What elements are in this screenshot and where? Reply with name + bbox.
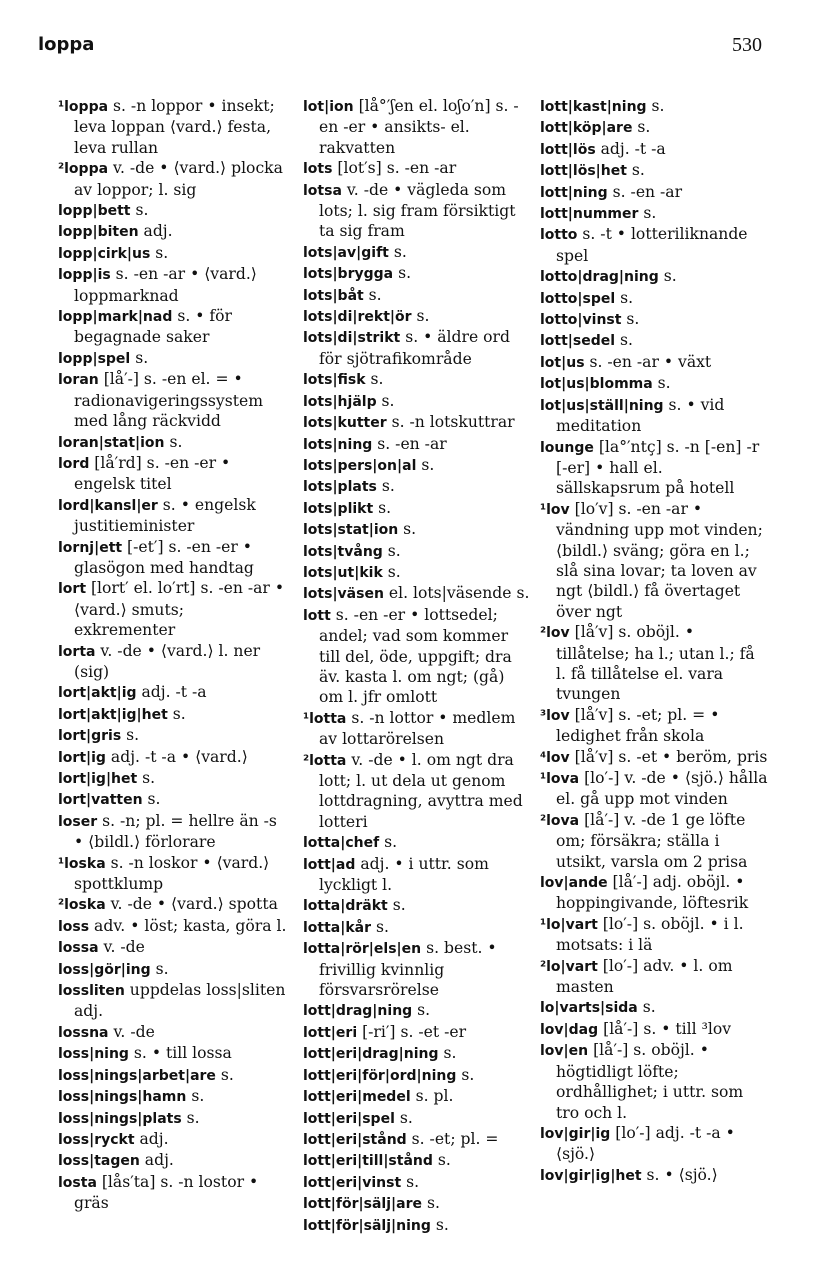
dictionary-entry: lotto|drag|ning s.	[540, 267, 677, 286]
dictionary-entry: lott|ad adj. • i uttr. som lyckligt l.	[303, 854, 489, 895]
dictionary-entry: lott|eri|stånd s. -et; pl. =	[303, 1129, 499, 1148]
dictionary-entry: ²lotta v. -de • l. om ngt dra lott; l. ut dela ut genom lottdragning, avyttra med lotteri	[303, 750, 523, 831]
dictionary-entry: ²lova [lå′-] v. -de 1 ge löfte om; försäkra; ställa i utsikt, varsla om 2 prisa	[540, 810, 748, 871]
column-1	[58, 96, 290, 1214]
dictionary-entry: lott|för|sälj|are s.	[303, 1194, 440, 1213]
dictionary-entry: lots|tvång s.	[303, 541, 401, 560]
dictionary-entry: ²loppa v. -de • ⟨vard.⟩ plocka av loppor; l. sig	[58, 159, 283, 199]
dictionary-entry: lotto|spel s.	[540, 288, 634, 307]
dictionary-entry: lott|ning s. -en -ar	[540, 182, 683, 201]
dictionary-entry: lorta v. -de • ⟨vard.⟩ l. ner (sig)	[58, 641, 261, 681]
dictionary-entry: lot|ion [lå°′ʃen el. loʃo′n] s. -en -er • ansikts- el. rakvatten	[303, 97, 519, 157]
dictionary-entry: lots|av|gift s.	[303, 242, 407, 261]
dictionary-entry: lopp|is s. -en -ar • ⟨vard.⟩ loppmarknad	[58, 265, 257, 305]
dictionary-entry: lord|kansl|er s. • engelsk justitieminister	[58, 495, 256, 536]
dictionary-entry: lotta|rör|els|en s. best. • frivillig kvinnlig försvarsrörelse	[303, 939, 497, 1000]
page-header	[38, 34, 762, 62]
dictionary-entry: ¹lo|vart [lo′-] s. oböjl. • i l. motsats: i lä	[540, 914, 744, 955]
dictionary-entry: lots|ut|kik s.	[303, 562, 401, 581]
dictionary-entry: lo|varts|sida s.	[540, 998, 656, 1017]
dictionary-entry: lot|us s. -en -ar • växt	[540, 352, 712, 371]
dictionary-entry: loss|tagen adj.	[58, 1151, 174, 1170]
dictionary-entry: lort|akt|ig adj. -t -a	[58, 683, 207, 702]
dictionary-entry: lots|väsen el. lots|väsende s.	[303, 584, 530, 603]
column-2	[303, 96, 531, 1236]
dictionary-entry: lopp|biten adj.	[58, 222, 173, 241]
dictionary-entry: lott|eri|drag|ning s.	[303, 1044, 457, 1063]
dictionary-entry: lov|ande [lå′-] adj. oböjl. • hoppingivande, löftesrik	[540, 873, 749, 913]
dictionary-entry: lots|di|strikt s. • äldre ord för sjötrafikområde	[303, 328, 510, 368]
dictionary-entry: ²lov [lå′v] s. oböjl. • tillåtelse; ha l.; utan l.; få l. få tillåtelse el. vara tvungen	[540, 623, 755, 704]
dictionary-entry: loss adv. • löst; kasta, göra l.	[58, 916, 287, 935]
dictionary-entry: lott|eri|spel s.	[303, 1108, 413, 1127]
dictionary-entry: lossna v. -de	[58, 1022, 155, 1041]
dictionary-entry: ¹lova [lo′-] v. -de • ⟨sjö.⟩ hålla el. gå upp mot vinden	[540, 769, 768, 809]
column-3	[540, 96, 768, 1186]
dictionary-entry: lort|gris s.	[58, 726, 140, 745]
dictionary-entry: lort|ig|het s.	[58, 769, 156, 787]
dictionary-entry: lott|eri|för|ord|ning s.	[303, 1065, 475, 1084]
dictionary-entry: lott s. -en -er • lottsedel; andel; vad som kommer till del, öde, uppgift; dra äv. kasta l. om ngt; (gå) om l. jfr omlott	[303, 605, 512, 707]
dictionary-entry: lott|eri [-ri′] s. -et -er	[303, 1022, 467, 1041]
dictionary-entry: ³lov [lå′v] s. -et; pl. = • ledighet från skola	[540, 705, 720, 746]
dictionary-entry: lott|eri|till|stånd s.	[303, 1151, 451, 1170]
dictionary-entry: lott|nummer s.	[540, 204, 657, 223]
dictionary-entry: loser s. -n; pl. = hellre än -s • ⟨bildl.⟩ förlorare	[58, 811, 277, 852]
dictionary-entry: loss|gör|ing s.	[58, 959, 169, 978]
dictionary-entry: lornj|ett [-et′] s. -en -er • glasögon med handtag	[58, 537, 254, 577]
dictionary-entry: lotta|dräkt s.	[303, 896, 406, 915]
dictionary-entry: ¹loppa s. -n loppor • insekt; leva loppan ⟨vard.⟩ festa, leva rullan	[58, 97, 275, 157]
dictionary-entry: lots|plikt s.	[303, 498, 392, 517]
dictionary-entry: lov|dag [lå′-] s. • till ³lov	[540, 1019, 732, 1038]
dictionary-entry: ¹loska s. -n loskor • ⟨vard.⟩ spottklump	[58, 853, 270, 894]
dictionary-entry: lott|kast|ning s.	[540, 97, 665, 115]
dictionary-entry: lopp|cirk|us s.	[58, 243, 169, 262]
dictionary-entry: lott|köp|are s.	[540, 118, 651, 137]
dictionary-entry: losta [lås′ta] s. -n lostor • gräs	[58, 1172, 259, 1213]
dictionary-entry: loss|nings|arbet|are s.	[58, 1065, 234, 1084]
dictionary-entry: lots|pers|on|al s.	[303, 455, 435, 474]
dictionary-entry: lots|båt s.	[303, 285, 382, 304]
dictionary-entry: lots|brygga s.	[303, 264, 412, 283]
dictionary-entry: ²loska v. -de • ⟨vard.⟩ spotta	[58, 895, 278, 914]
running-headword: loppa	[38, 34, 95, 55]
dictionary-entry: lots|plats s.	[303, 477, 395, 496]
dictionary-entry: lots [lot′s] s. -en -ar	[303, 159, 457, 178]
dictionary-entry: loss|ning s. • till lossa	[58, 1044, 232, 1063]
dictionary-entry: lott|lös adj. -t -a	[540, 139, 666, 158]
dictionary-entry: lott|för|sälj|ning s.	[303, 1215, 449, 1234]
dictionary-entry: lott|eri|medel s. pl.	[303, 1087, 454, 1106]
dictionary-entry: lort|vatten s.	[58, 790, 161, 809]
dictionary-entry: lossa v. -de	[58, 938, 145, 957]
dictionary-entry: lots|hjälp s.	[303, 391, 395, 410]
dictionary-entry: lov|gir|ig|het s. • ⟨sjö.⟩	[540, 1165, 718, 1184]
dictionary-entry: lopp|bett s.	[58, 201, 149, 220]
dictionary-entry: lotta|chef s.	[303, 833, 398, 852]
dictionary-entry: ²lo|vart [lo′-] adv. • l. om masten	[540, 956, 733, 997]
dictionary-entry: lord [lå′rd] s. -en -er • engelsk titel	[58, 453, 231, 494]
dictionary-entry: lott|lös|het s.	[540, 161, 645, 180]
dictionary-entry: lov|en [lå′-] s. oböjl. • högtidligt löfte; ordhållighet; i uttr. som tro och l.	[540, 1041, 744, 1122]
dictionary-entry: ⁴lov [lå′v] s. -et • beröm, pris	[540, 747, 768, 766]
dictionary-entry: loss|nings|plats s.	[58, 1108, 200, 1127]
dictionary-entry: lots|stat|ion s.	[303, 520, 417, 539]
dictionary-entry: lotto s. -t • lotteriliknande spel	[540, 225, 748, 265]
dictionary-entry: lotsa v. -de • vägleda som lots; l. sig fram försiktigt ta sig fram	[303, 180, 516, 241]
dictionary-entry: lopp|mark|nad s. • för begagnade saker	[58, 307, 233, 347]
dictionary-entry: ¹lotta s. -n lottor • medlem av lottarörelsen	[303, 708, 516, 749]
dictionary-entry: lossliten uppdelas loss|sliten adj.	[58, 981, 286, 1021]
dictionary-entry: lots|kutter s. -n lotskuttrar	[303, 413, 515, 432]
dictionary-entry: lots|di|rekt|ör s.	[303, 307, 430, 326]
dictionary-entry: lott|drag|ning s.	[303, 1001, 431, 1020]
dictionary-entry: lov|gir|ig [lo′-] adj. -t -a • ⟨sjö.⟩	[540, 1123, 735, 1164]
dictionary-entry: lots|fisk s.	[303, 370, 384, 389]
dictionary-entry: lounge [la°′ntç] s. -n [-en] -r [-er] • hall el. sällskapsrum på hotell	[540, 437, 760, 498]
dictionary-entry: loran|stat|ion s.	[58, 432, 183, 451]
dictionary-entry: loss|nings|hamn s.	[58, 1087, 205, 1106]
dictionary-entry: lot|us|ställ|ning s. • vid meditation	[540, 395, 725, 436]
dictionary-entry: lort|ig adj. -t -a • ⟨vard.⟩	[58, 747, 248, 766]
dictionary-entry: loran [lå′-] s. -en el. = • radionavigeringssystem med lång räckvidd	[58, 370, 264, 431]
dictionary-entry: lott|eri|vinst s.	[303, 1172, 420, 1191]
page-number: 530	[732, 34, 762, 56]
dictionary-entry: lott|sedel s.	[540, 331, 633, 350]
dictionary-entry: lot|us|blomma s.	[540, 374, 671, 393]
dictionary-entry: lotto|vinst s.	[540, 310, 640, 329]
dictionary-entry: lots|ning s. -en -ar	[303, 434, 447, 453]
dictionary-entry: loss|ryckt adj.	[58, 1129, 169, 1148]
dictionary-entry: lotta|kår s.	[303, 917, 389, 936]
dictionary-entry: ¹lov [lo′v] s. -en -ar • vändning upp mot vinden; ⟨bildl.⟩ sväng; göra en l.; slå sina lovar; ta loven av ngt ⟨bildl.⟩ få övertaget över ngt	[540, 499, 763, 621]
dictionary-entry: lort|akt|ig|het s.	[58, 704, 186, 723]
dictionary-entry: lopp|spel s.	[58, 348, 149, 367]
dictionary-entry: lort [lort′ el. lo′rt] s. -en -ar • ⟨vard.⟩ smuts; exkrementer	[58, 579, 285, 640]
